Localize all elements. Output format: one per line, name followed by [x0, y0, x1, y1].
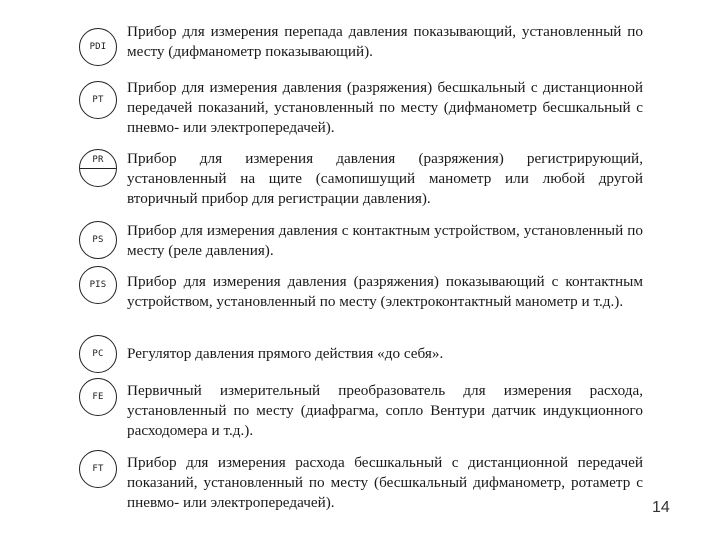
- instrument-symbol-panel: [79, 149, 117, 187]
- symbol-code: FE: [92, 392, 104, 402]
- instrument-symbol-local: [79, 378, 117, 416]
- symbol-code: PT: [92, 95, 104, 105]
- legend-description: Прибор для измерения давления (разряжения) бесшкальный с дистанционной передачей показаний, установленный по месту (дифманометр бесшкальный с пневмо- или электропередачей).: [127, 79, 643, 136]
- symbol-code: PC: [92, 349, 104, 359]
- page-number: 14: [652, 499, 670, 516]
- legend-description: Регулятор давления прямого действия «до себя».: [127, 345, 444, 362]
- legend-description: Прибор для измерения давления с контактным устройством, установленный по месту (реле давления).: [127, 222, 643, 259]
- instrument-symbol-local: [79, 450, 117, 488]
- instrument-symbol-local: [79, 81, 117, 119]
- legend-description: Первичный измерительный преобразователь для измерения расхода, установленный по месту (диафрагма, сопло Вентури датчик индукционного расходомера и т.д.).: [127, 382, 643, 439]
- instrument-symbol-local: [79, 221, 117, 259]
- legend-description: Прибор для измерения давления (разряжения) регистрирующий, установленный на щите (самопишущий манометр или любой другой вторичный прибор для регистрации давления).: [127, 150, 643, 207]
- instrument-symbol-local: [79, 335, 117, 373]
- panel-divider-line: [80, 168, 116, 169]
- legend-description: Прибор для измерения расхода бесшкальный с дистанционной передачей показаний, установленный по месту (бесшкальный дифманометр, ротаметр с пневмо- или электропередачей).: [127, 454, 643, 511]
- symbol-code: PS: [92, 235, 104, 245]
- symbol-code: FT: [92, 464, 104, 474]
- legend-description: Прибор для измерения давления (разряжения) показывающий с контактным устройством, установленный по месту (электроконтактный манометр и т.д.).: [127, 273, 643, 310]
- symbol-code: PDI: [89, 42, 107, 52]
- symbol-code: PR: [92, 155, 104, 165]
- symbol-code: PIS: [89, 280, 107, 290]
- instrument-symbol-local: [79, 28, 117, 66]
- instrument-symbol-local: [79, 266, 117, 304]
- legend-description: Прибор для измерения перепада давления показывающий, установленный по месту (дифманометр показывающий).: [127, 23, 643, 60]
